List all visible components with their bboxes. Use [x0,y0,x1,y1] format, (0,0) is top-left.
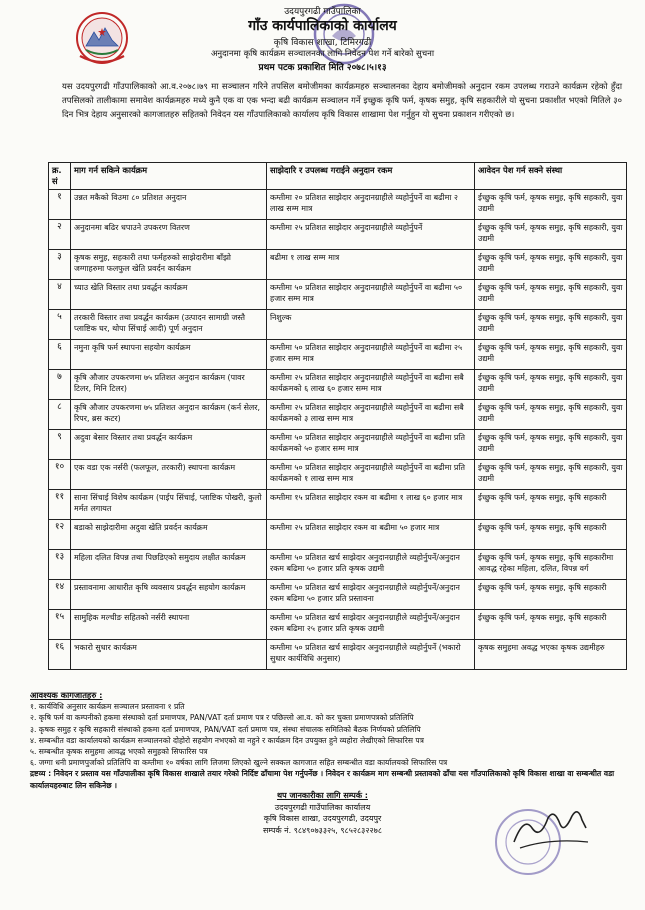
row-sn: १४ [49,580,71,610]
municipality-name: उदयपुरगढी गाउँपालिका [284,7,361,17]
row-sn: ८ [49,400,71,430]
row-sn: २ [49,220,71,250]
row-sn: ७ [49,370,71,400]
contact-branch: कृषि विकास शाखा, उदयपुरगढी, उदयपुर [263,814,382,823]
document-item: ५. सम्बन्धीत कृषक समुहमा आवद्ध भएको समुहको सिफारिस पत्र [30,747,208,757]
table-row [49,580,627,610]
table-row [49,400,627,430]
table-row [49,190,627,220]
row-eligible: ईच्छुक कृषि फर्म, कृषक समुह, कृषि सहकारी, युवा उद्यमी [475,220,627,250]
office-title: गाँउ कार्यपालिकाको कार्यालय [248,18,397,34]
row-grant: कम्तीमा ५० प्रतिशत साझेदार अनुदानग्राहीले व्यहोर्नुपर्ने वा बढीमा ५० हजार सम्म मात्र [267,280,475,310]
row-program: अनुदानमा बढिर धपाउने उपकरण वितरण [71,220,267,250]
table-row [49,550,627,580]
row-eligible: कृषक समुहमा अवद्ध भएका कृषक उद्यमीहरु [475,640,627,670]
header-eligible: आवेदन पेश गर्न सक्ने संस्था [475,163,627,190]
row-eligible: ईच्छुक कृषि फर्म, कृषक समुह, कृषि सहकारी, युवा उद्यमी [475,310,627,340]
row-sn: १ [49,190,71,220]
required-documents [30,690,620,791]
row-program: प्रस्तावनामा आधारीत कृषि व्यवसाय प्रवर्द्धन सहयोग कार्यक्रम [71,580,267,610]
row-grant: कम्तीमा २५ प्रतिशत साझेदार रकम वा बढीमा ५० हजार मात्र [267,520,475,550]
table-row [49,610,627,640]
contact-office: उदयपुरगढी गाउँपालिका कार्यालय [274,802,371,812]
row-sn: ५ [49,310,71,340]
table-row [49,280,627,310]
row-eligible: ईच्छुक कृषि फर्म, कृषक समुह, कृषि सहकारी [475,580,627,610]
row-program: कृषि औजार उपकरणमा ७५ प्रतिशत अनुदान कार्यक्रम (पावर टिलर, मिनि टिलर) [71,370,267,400]
document-item: ४. सम्बन्धीत वडा कार्यालयको कार्यक्रम सञ्चालनको दोहोरो सहयोग नभएको वा नहुने र कार्यक्रम दिन उपयुक्त हुने व्यहोरा लेखीएको सिफारिस पत्र [30,735,424,745]
row-sn: ११ [49,490,71,520]
row-grant: कम्तीमा २५ प्रतिशत साझेदार अनुदानग्राहीले व्यहोर्नुपर्ने वा बढीमा सबै कार्यक्रमको ६ लाख ६० हजार सम्म मात्र [267,370,475,400]
table-header-row [49,163,627,190]
intro-paragraph: यस उदयपुरगढी गाँउपालिकाको आ.व.२०७८।७९ मा सञ्चालन गरिने तपसिल बमोजीमका कार्यक्रमहरु सञ्चालनका देहाय बमोजीमको अनुदान रकम उपलब्ध गराउने कार्यक्रम रहेको हुँदा तपसिलको तालीकामा समावेश कार्यक्रमहरु मध्ये कुनै एक वा एक भन्दा बढी कार्यक्रम सञ्चालन गर्ने इच्छुक कृषि फर्म, कृषक समुह, कृषि सहकारीले यो सुचना प्रकाशीत भएको मितिले ३० दिन भित्र देहाय अनुसारको कागजातहरु सहितको निवेदन यस गाँउपालिकाको कार्यालय कृषि विकास शाखामा पेश गर्नुहुन यो सुचना प्रकाशन गरीएको छ। [62,81,622,120]
row-program: एक वडा एक नर्सरी (फलफूल, तरकारी) स्थापना कार्यक्रम [71,460,267,490]
row-eligible: ईच्छुक कृषि फर्म, कृषक समुह, कृषि सहकारी, युवा उद्यमी [475,430,627,460]
row-program: कृषि औजार उपकरणमा ७५ प्रतिशत अनुदान कार्यक्रम (कर्न सेलर, रिपर, ब्रस कटर) [71,400,267,430]
table-row [49,640,627,670]
contact-heading: थप जानकारीका लागि सम्पर्क : [277,791,368,800]
row-eligible: ईच्छुक कृषि फर्म, कृषक समुह, कृषि सहकारी, युवा उद्यमी [475,370,627,400]
table-row [49,250,627,280]
row-program: महिला दलित विपन्न तथा पिछडिएको समुदाय लक्षीत कार्यक्रम [71,550,267,580]
row-eligible: ईच्छुक कृषि फर्म, कृषक समुह, कृषि सहकारी, युवा उद्यमी [475,340,627,370]
row-grant: कम्तीमा २५ प्रतिशत साझेदार अनुदानग्राहीले व्यहोर्नुपर्ने [267,220,475,250]
table-row [49,340,627,370]
table-row [49,460,627,490]
row-grant: कम्तीमा ५० प्रतिशत साझेदार अनुदानग्राहीले व्यहोर्नुपर्ने वा बढीमा प्रति कार्यक्रमको १ लाख सम्म मात्र [267,460,475,490]
publication-date: प्रथम पटक प्रकाशित मिति २०७८।५।१३ [258,63,387,73]
branch-address: कृषि विकास शाखा, टिमिरगढी [273,38,372,48]
row-eligible: ईच्छुक कृषि फर्म, कृषक समुह, कृषि सहकारी, युवा उद्यमी [475,280,627,310]
row-sn: ६ [49,340,71,370]
row-eligible: ईच्छुक कृषि फर्म, कृषक समुह, कृषि सहकारी, युवा उद्यमी [475,190,627,220]
row-grant: कम्तीमा ५० प्रतिशत खर्च साझेदार अनुदानग्राहीले व्यहोर्नुपर्ने (भकारो सुधार कार्यविधि अनुसार) [267,640,475,670]
row-grant: कम्तीमा २५ प्रतिशत साझेदार अनुदानग्राहीले व्यहोर्नुपर्ने वा बढीमा सबै कार्यक्रमको ३ लाख सम्म मात्र [267,400,475,430]
signature-icon [510,798,592,856]
row-program: साना सिंचाई विशेष कार्यक्रम (पाईप सिंचाई, प्लाष्टिक पोखरी, कुलो मर्मत लगायत [71,490,267,520]
notice-subject: अनुदानमा कृषि कार्यक्रम सञ्चालनका लागि निवेदन पेश गर्ने बारेको सुचना [210,49,435,59]
contact-phone: सम्पर्क नं. ९८४९०७३३२५, ९८५२८३२२७८ [262,825,382,835]
row-grant: कम्तीमा १५ प्रतिशत साझेदार रकम वा बढीमा १ लाख ६० हजार मात्र [267,490,475,520]
table-row [49,430,627,460]
row-sn: ४ [49,280,71,310]
row-sn: १२ [49,520,71,550]
table-row [49,370,627,400]
row-program: च्याउ खेति विस्तार तथा प्रवर्द्धन कार्यक्रम [71,280,267,310]
documents-heading: आवश्यक कागजातहरु : [30,690,103,700]
row-grant: कम्तीमा ५० प्रतिशत साझेदार अनुदानग्राहीले व्यहोर्नुपर्ने वा बढीमा २५ हजार सम्म मात्र [267,340,475,370]
row-program: तरकारी विस्तार तथा प्रवर्द्धन कार्यक्रम (उत्पादन सामाग्री जस्तै प्लाष्टिक घर, थोपा सिंचाई आदी) पूर्ण अनुदान [71,310,267,340]
row-program: नमुना कृषि फर्म स्थापना सहयोग कार्यक्रम [71,340,267,370]
row-grant: कम्तीमा २० प्रतिशत साझेदार अनुदानग्राहीले व्यहोर्नुपर्ने वा बढीमा २ लाख सम्म मात्र [267,190,475,220]
row-sn: ९ [49,430,71,460]
row-program: भकारो सुधार कार्यक्रम [71,640,267,670]
row-sn: १० [49,460,71,490]
row-eligible: ईच्छुक कृषि फर्म, कृषक समुह, कृषि सहकारी, युवा उद्यमी [475,460,627,490]
row-program: सामुहिक मल्चीङ सहितको नर्सरी स्थापना [71,610,267,640]
row-sn: १३ [49,550,71,580]
program-table [48,162,627,670]
table-row [49,490,627,520]
row-sn: ३ [49,250,71,280]
document-item: १. कार्यविधि अनुसार कार्यक्रम सञ्चालन प्रस्तावना १ प्रति [30,702,185,712]
row-sn: १६ [49,640,71,670]
row-grant: कम्तीमा ५० प्रतिशत साझेदार अनुदानग्राहीले व्यहोर्नुपर्ने वा बढीमा प्रति कार्यक्रमको ५० हजार सम्म मात्र [267,430,475,460]
row-eligible: ईच्छुक कृषि फर्म, कृषक समुह, कृषि सहकारी [475,520,627,550]
row-sn: १५ [49,610,71,640]
header-program: माग गर्न सकिने कार्यक्रम [71,163,267,190]
row-program: अदुवा बेसार विस्तार तथा प्रवर्द्धन कार्यक्रम [71,430,267,460]
table-row [49,520,627,550]
row-eligible: ईच्छुक कृषि फर्म, कृषक समुह, कृषि सहकारी [475,610,627,640]
document-item: २. कृषि फर्म वा कम्पनीको हकमा संस्थाको दर्ता प्रमाणपत्र, PAN/VAT दर्ता प्रमाण पत्र र पछिल्लो आ.व. को कर चुक्ता प्रमाणपत्रको प्रतिलिपि [30,713,414,723]
document-item: ६. जग्गा धनी प्रमाणपुर्जाको प्रतिलिपि वा कम्तीमा १० वर्षका लागि लिजमा लिएको खुल्ने सक्कल कागजात सहित सम्बन्धीत वडा कार्यालयको सिफारिस पत्र [30,758,448,768]
row-grant: कम्तीमा ५० प्रतिशत खर्च साझेदार अनुदानग्राहीले व्यहोर्नुपर्ने/अनुदान रकम बढिमा २५ हजार प्रति कृषक उद्यमी [267,610,475,640]
row-grant: निशुल्क [267,310,475,340]
row-program: कृषक समुह, सहकारी तथा फर्महरुको साझेदारीमा बाँझो जग्गाहरुमा फलफुल खेति प्रवर्दन कार्यक्रम [71,250,267,280]
row-program: उन्नत मकैको विउमा ८० प्रतिशत अनुदान [71,190,267,220]
row-eligible: ईच्छुक कृषि फर्म, कृषक समुह, कृषि सहकारी [475,490,627,520]
header-grant: साझेदारि र उपलब्ध गराईने अनुदान रकम [267,163,475,190]
row-program: बडाको साझेदारीमा अदुवा खेति प्रवर्दन कार्यक्रम [71,520,267,550]
row-eligible: ईच्छुक कृषि फर्म, कृषक समुह, कृषि सहकारी, युवा उद्यमी [475,250,627,280]
documents-note: द्रष्टव्य : निवेदन र प्रस्ताव यस गाँउपालीका कृषि विकास शाखाले तयार गरेको निर्दिष्ट ढाँचामा पेश गर्नुपर्नेछ । निवेदन र कार्यक्रम माग सम्बन्धी प्रस्तावको ढाँचा यस गाँउपालिकाको कृषि विकास शाखा वा सम्बन्धीत वडा कार्यालयहरुबाट लिन सकिनेछ । [30,769,615,790]
row-eligible: ईच्छुक कृषि फर्म, कृषक समुह, कृषि सहकारी, युवा उद्यमी [475,400,627,430]
header-sn: क्र. सं [49,163,71,190]
row-grant: कम्तीमा ५० प्रतिशत खर्च साझेदार अनुदानग्राहीले व्यहोर्नुपर्ने/अनुदान रकम बढिमा ५० हजार प्रति कृषक उद्यमी [267,550,475,580]
row-eligible: ईच्छुक कृषि फर्म, कृषक समुह, कृषि सहकारीमा आवद्ध रहेका महिला, दलित, विपन्न वर्ग [475,550,627,580]
row-grant: बढीमा १ लाख सम्म मात्र [267,250,475,280]
row-grant: कम्तीमा ५० प्रतिशत खर्च साझेदार अनुदानग्राहीले व्यहोर्नुपर्ने/अनुदान रकम बढिमा ५० हजार प्रति प्रस्तावना [267,580,475,610]
table-row [49,220,627,250]
table-row [49,310,627,340]
document-item: ३. कृषक समुह र कृषि सहकारी संस्थाको हकमा दर्ता प्रमाणपत्र, PAN/VAT दर्ता प्रमाण पत्र, संस्था संचालक समितिको बैठक निर्णयको प्रतिलिपि [30,724,421,734]
